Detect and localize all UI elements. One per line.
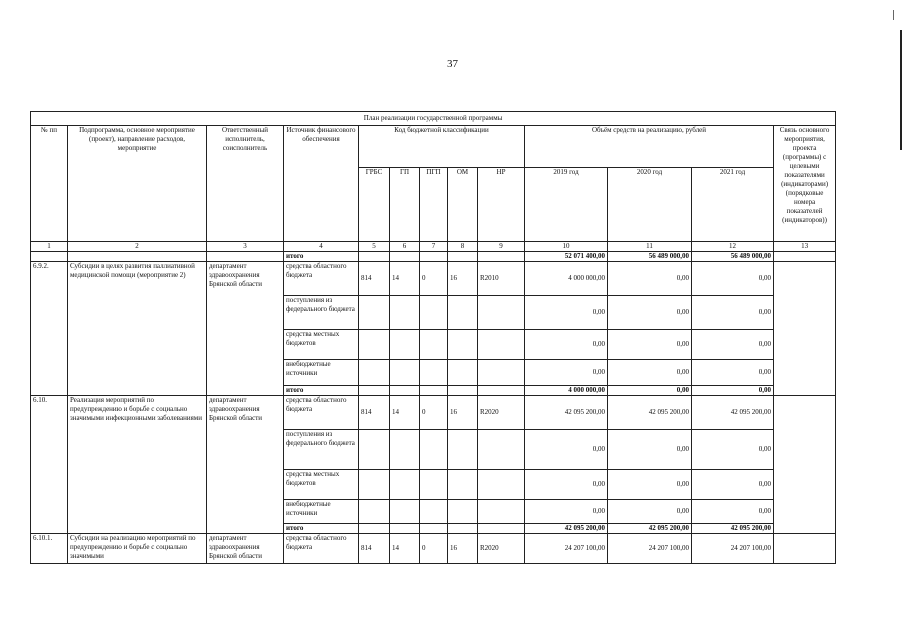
- value-2020: 42 095 200,00: [608, 396, 692, 430]
- table-row: [31, 534, 836, 564]
- gp-cell: 14: [390, 396, 420, 430]
- header-pgp: ПГП: [420, 168, 448, 242]
- np-cell: R2020: [478, 396, 525, 430]
- total-2019: 42 095 200,00: [525, 524, 608, 534]
- total-2019: 4 000 000,00: [525, 386, 608, 396]
- value-2021: 0,00: [692, 262, 774, 296]
- value-2020: 0,00: [608, 262, 692, 296]
- header-om: ОМ: [448, 168, 478, 242]
- source-cell: средства местных бюджетов: [284, 330, 359, 360]
- header-grbs: ГРБС: [359, 168, 390, 242]
- source-cell: внебюджетные источники: [284, 500, 359, 524]
- value-2021: 24 207 100,00: [692, 534, 774, 564]
- grbs-cell: 814: [359, 396, 390, 430]
- value-2021: 0,00: [692, 500, 774, 524]
- col-number: 8: [448, 242, 478, 252]
- total-label: итого: [284, 386, 359, 396]
- header-2021: 2021 год: [692, 168, 774, 242]
- header-2019: 2019 год: [525, 168, 608, 242]
- total-2021: 42 095 200,00: [692, 524, 774, 534]
- total-2020: 42 095 200,00: [608, 524, 692, 534]
- col-number: 10: [525, 242, 608, 252]
- value-2019: 42 095 200,00: [525, 396, 608, 430]
- item-number: 6.9.2.: [31, 262, 68, 396]
- col-number: 3: [207, 242, 284, 252]
- source-cell: внебюджетные источники: [284, 360, 359, 386]
- source-cell: средства областного бюджета: [284, 396, 359, 430]
- value-2020: 0,00: [608, 360, 692, 386]
- item-executor: департамент здравоохранения Брянской области: [207, 396, 284, 534]
- om-cell: 16: [448, 262, 478, 296]
- item-name: Реализация мероприятий по предупреждению и борьбе с социально значимыми инфекционными заболеваниями: [68, 396, 207, 534]
- header-link: Связь основного мероприятия, проекта (программы) с целевыми показателями (индикаторами) (порядковые номера показателей (индикаторов)): [774, 126, 836, 242]
- item-number: 6.10.: [31, 396, 68, 534]
- table-row: [31, 396, 836, 430]
- value-2020: 0,00: [608, 500, 692, 524]
- col-number: 4: [284, 242, 359, 252]
- scan-mark: [893, 10, 894, 20]
- source-cell: средства местных бюджетов: [284, 470, 359, 500]
- om-cell: 16: [448, 396, 478, 430]
- header-budget-code: Код бюджетной классификации: [359, 126, 525, 168]
- pgp-cell: 0: [420, 262, 448, 296]
- col-number: 2: [68, 242, 207, 252]
- value-2020: 0,00: [608, 470, 692, 500]
- total-label: итого: [284, 524, 359, 534]
- col-number: 6: [390, 242, 420, 252]
- item-name: Субсидии на реализацию мероприятий по предупреждению и борьбе с социально значимыми: [68, 534, 207, 564]
- col-number: 5: [359, 242, 390, 252]
- scan-edge-line: [900, 30, 902, 150]
- header-source: Источник финансового обеспечения: [284, 126, 359, 242]
- total-2020: 0,00: [608, 386, 692, 396]
- col-number: 9: [478, 242, 525, 252]
- item-number: 6.10.1.: [31, 534, 68, 564]
- col-number: 7: [420, 242, 448, 252]
- value-2020: 0,00: [608, 430, 692, 470]
- value-2019: 0,00: [525, 470, 608, 500]
- value-2021: 0,00: [692, 470, 774, 500]
- table-title: План реализации государственной программы: [31, 112, 836, 126]
- header-subprogram: Подпрограмма, основное мероприятие (проект), направление расходов, мероприятие: [68, 126, 207, 242]
- item-name: Субсидии в целях развития паллиативной медицинской помощи (мероприятие 2): [68, 262, 207, 396]
- header-executor: Ответственный исполнитель, соисполнитель: [207, 126, 284, 242]
- pgp-cell: 0: [420, 396, 448, 430]
- total-2021: 0,00: [692, 386, 774, 396]
- total-label: итого: [284, 252, 359, 262]
- grbs-cell: 814: [359, 262, 390, 296]
- value-2019: 0,00: [525, 500, 608, 524]
- source-cell: поступления из федерального бюджета: [284, 296, 359, 330]
- np-cell: R2020: [478, 534, 525, 564]
- header-2020: 2020 год: [608, 168, 692, 242]
- item-executor: департамент здравоохранения Брянской области: [207, 534, 284, 564]
- plan-table: [30, 111, 836, 564]
- gp-cell: 14: [390, 534, 420, 564]
- header-volume: Объём средств на реализацию, рублей: [525, 126, 774, 168]
- header-np: НР: [478, 168, 525, 242]
- column-numbers-row: [31, 242, 836, 252]
- value-2021: 0,00: [692, 296, 774, 330]
- total-2021: 56 489 000,00: [692, 252, 774, 262]
- page-number: 37: [447, 58, 458, 70]
- total-row: [31, 252, 836, 262]
- col-number: 12: [692, 242, 774, 252]
- col-number: 1: [31, 242, 68, 252]
- value-2020: 0,00: [608, 296, 692, 330]
- source-cell: средства областного бюджета: [284, 534, 359, 564]
- item-executor: департамент здравоохранения Брянской области: [207, 262, 284, 396]
- table-row: [31, 262, 836, 296]
- om-cell: 16: [448, 534, 478, 564]
- value-2019: 4 000 000,00: [525, 262, 608, 296]
- value-2019: 0,00: [525, 330, 608, 360]
- pgp-cell: 0: [420, 534, 448, 564]
- np-cell: R2010: [478, 262, 525, 296]
- value-2019: 0,00: [525, 296, 608, 330]
- total-2019: 52 071 400,00: [525, 252, 608, 262]
- source-cell: поступления из федерального бюджета: [284, 430, 359, 470]
- value-2019: 0,00: [525, 430, 608, 470]
- col-number: 13: [774, 242, 836, 252]
- source-cell: средства областного бюджета: [284, 262, 359, 296]
- value-2019: 0,00: [525, 360, 608, 386]
- value-2019: 24 207 100,00: [525, 534, 608, 564]
- gp-cell: 14: [390, 262, 420, 296]
- grbs-cell: 814: [359, 534, 390, 564]
- value-2021: 42 095 200,00: [692, 396, 774, 430]
- value-2020: 24 207 100,00: [608, 534, 692, 564]
- total-2020: 56 489 000,00: [608, 252, 692, 262]
- value-2021: 0,00: [692, 360, 774, 386]
- header-no: № пп: [31, 126, 68, 242]
- col-number: 11: [608, 242, 692, 252]
- value-2021: 0,00: [692, 330, 774, 360]
- header-gp: ГП: [390, 168, 420, 242]
- value-2021: 0,00: [692, 430, 774, 470]
- value-2020: 0,00: [608, 330, 692, 360]
